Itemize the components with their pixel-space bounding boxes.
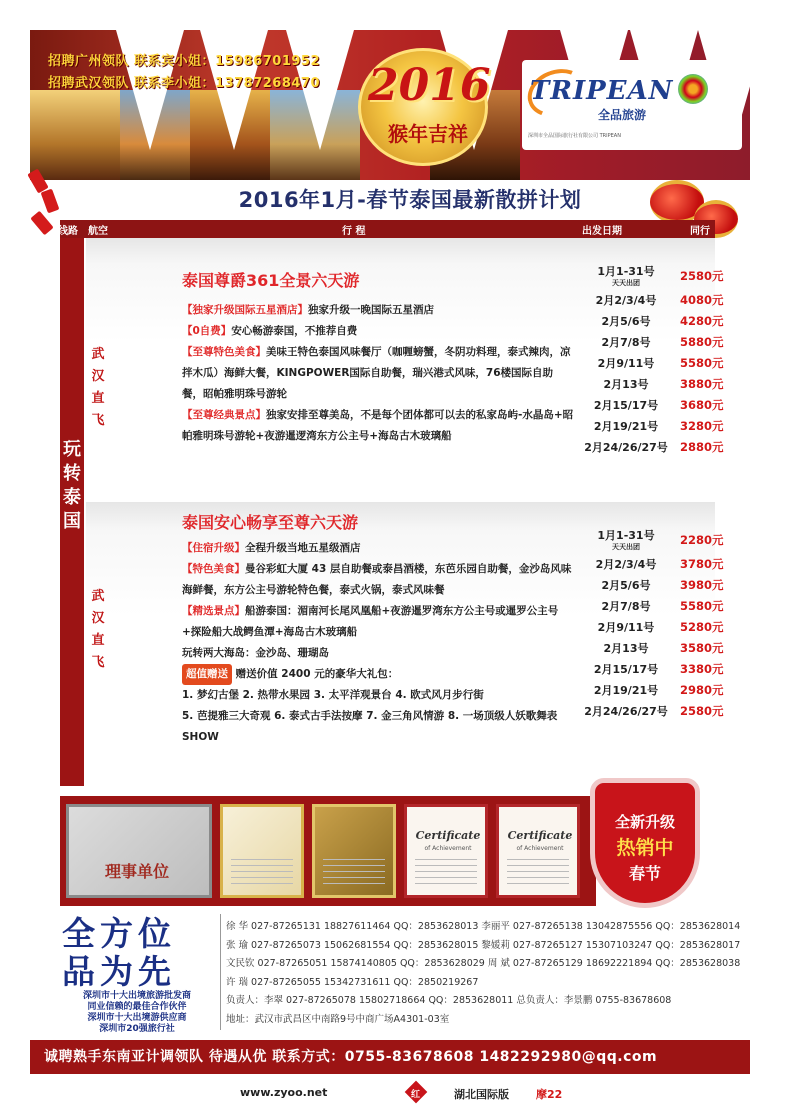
date-row: 2月13号 [603, 642, 649, 655]
desc-text: 独家安排至尊美岛，不是每个团体都可以去的私家岛屿-水晶岛+昭帕雅明珠号游轮+夜游暹逻湾东方公主号+海岛古木玻璃船 [182, 409, 574, 442]
header-banner [30, 30, 750, 180]
partner-flower-logo-icon [678, 74, 708, 104]
desc-text: 全程升级当地五星级酒店 [245, 542, 361, 554]
recruit-wuhan-text: 招聘武汉领队 联系李小姐：13787268470 [48, 76, 321, 91]
desc-tag: 【精选景点】 [182, 605, 245, 617]
price-value: 2980元 [680, 683, 724, 697]
badge-line-festival: 春节 [628, 864, 661, 883]
slogan-tagline: 深圳市十大出境游供应商 [87, 1013, 187, 1023]
slogan-line-1: 全方位 [62, 914, 176, 953]
price-value: 3880元 [680, 377, 724, 391]
contact-line: 许 瑞 027-87265055 15342731611 QQ：2850219267 [226, 976, 479, 988]
prices [680, 526, 740, 722]
price-value: 5880元 [680, 335, 724, 349]
badge-line-hot: 热销中 [616, 837, 674, 859]
desc-line [182, 643, 574, 664]
desc-text: 美味王特色泰国风味餐厅（咖喱螃蟹，冬阴功料理，泰式辣肉，凉拌木瓜）海鲜大餐，KINGPOWER国际自助餐，瑞兴港式风味，76楼国际自助餐，昭帕雅明珠号游轮 [182, 346, 571, 400]
price-value: 2880元 [680, 440, 724, 454]
desc-tag: 【独家升级国际五星酒店】 [182, 304, 308, 316]
date-row: 2月2/3/4号 [595, 294, 657, 307]
recruit-guangzhou-text: 招聘广州领队 联系宾小姐：15986701952 [48, 54, 321, 69]
daily-departure-note: 天天出团 [612, 279, 640, 287]
slogan-tagline: 深圳市20强旅行社 [99, 1024, 175, 1034]
price-value: 3580元 [680, 641, 724, 655]
divider [220, 914, 221, 1030]
slogan-tagline: 同业信赖的最佳合作伙伴 [87, 1002, 187, 1012]
desc-line [182, 321, 574, 342]
page-number: 摩22 [536, 1088, 563, 1101]
gift-items: 1. 梦幻古堡 2. 热带水果园 3. 太平洋观景台 4. 欧式风月步行街 [182, 689, 484, 701]
date-row [578, 526, 674, 554]
route-category-band [60, 238, 84, 786]
badge-line-upgrade: 全新升级 [614, 813, 675, 831]
date-row: 2月7/8号 [601, 336, 651, 349]
contact-line: 张 瑜 027-87265073 15062681554 QQ：2853628015 黎媛莉 027-87265127 15307103247 QQ：2853628017 [226, 939, 741, 951]
date-row: 2月19/21号 [593, 684, 659, 697]
website-link[interactable]: www.zyoo.net [240, 1086, 328, 1099]
date-row: 2月15/17号 [593, 399, 659, 412]
contact-line: 负责人：李翠 027-87265078 15802718664 QQ：2853628011 总负责人：李景鹏 0755-83678608 [226, 995, 672, 1007]
date-row: 2月9/11号 [597, 621, 655, 634]
slogan-tagline: 深圳市十大出境旅游批发商 [82, 991, 191, 1001]
price-value: 5580元 [680, 599, 724, 613]
departure-dates [578, 526, 674, 722]
desc-text: 船游泰国：湄南河长尾风凰船+夜游暹罗湾东方公主号或暹罗公主号+探险船大战鳄鱼潭+海岛古木玻璃船 [182, 605, 559, 638]
hot-sale-badge [590, 778, 700, 908]
publication-footer [240, 1082, 580, 1104]
product-description [182, 538, 574, 748]
year-greeting: 猴年吉祥 [388, 122, 468, 146]
date-row: 2月13号 [603, 378, 649, 391]
departure-dates [578, 262, 674, 458]
firecracker-icon [41, 189, 60, 214]
header-airline: 航空 [88, 226, 108, 237]
gift-line [182, 664, 574, 685]
contact-line: 徐 华 027-87265131 18827611464 QQ：2853628013 李丽平 027-87265138 13042875556 QQ：2853628014 [226, 921, 741, 932]
product-title: 泰国安心畅享至尊六天游 [182, 513, 359, 532]
product-description [182, 300, 574, 447]
daily-departure-note: 天天出团 [612, 543, 640, 551]
brand-diamond-label: 红 [411, 1090, 421, 1100]
price-value: 4080元 [680, 293, 724, 307]
certificate-image [312, 804, 396, 898]
price-value: 2280元 [680, 533, 724, 547]
header-route: 线路 [58, 226, 78, 237]
date-row: 2月24/26/27号 [584, 441, 668, 454]
table-header-row [60, 220, 715, 238]
date-row: 2月19/21号 [593, 420, 659, 433]
gift-items: 5. 芭提雅三大奇观 6. 泰式古手法按摩 7. 金三角风情游 8. 一场顶级人妖歌舞表 SHOW [182, 710, 558, 743]
desc-text: 玩转两大海岛：金沙岛、珊瑚岛 [182, 647, 329, 659]
date-value: 1月1-31号 [597, 529, 655, 542]
airline-label: 武汉直飞 [91, 589, 105, 670]
route-category-label: 玩转泰国 [63, 439, 81, 532]
date-value: 1月1-31号 [597, 265, 655, 278]
desc-line [182, 342, 574, 405]
certificate-subtitle: of Achievement [516, 845, 564, 852]
recruitment-footer-bar: 诚聘熟手东南亚计调领队 待遇从优 联系方式：0755-83678608 1482292980@qq.com [30, 1040, 750, 1074]
certificate-image [496, 804, 580, 898]
year-number: 2016 [368, 60, 491, 111]
desc-text: 独家升级一晚国际五星酒店 [308, 304, 434, 316]
price-value: 3680元 [680, 398, 724, 412]
desc-text: 曼谷彩虹大厦 43 层自助餐或泰昌酒楼，东芭乐园自助餐，金沙岛风味海鲜餐，东方公主号游轮特色餐，泰式火锅，泰式风味餐 [182, 563, 572, 596]
certificate-image [66, 804, 212, 898]
gift-badge: 超值赠送 [182, 664, 232, 685]
desc-line [182, 601, 574, 643]
date-row: 2月9/11号 [597, 357, 655, 370]
desc-line [182, 300, 574, 321]
temple-photo [30, 90, 120, 180]
desc-line [182, 538, 574, 559]
page-title [100, 180, 720, 220]
date-row [578, 262, 674, 290]
desc-line [182, 405, 574, 447]
date-row: 2月7/8号 [601, 600, 651, 613]
desc-tag: 【至尊经典景点】 [182, 409, 266, 421]
desc-tag: 【至尊特色美食】 [182, 346, 266, 358]
price-value: 2580元 [680, 704, 724, 718]
gift-text: 赠送价值 2400 元的豪华大礼包： [235, 668, 399, 680]
date-row: 2月15/17号 [593, 663, 659, 676]
product-title: 泰国尊爵361全景六天游 [182, 271, 360, 290]
certificate-lines [231, 859, 293, 889]
company-logo-english: TRIPEAN [530, 76, 674, 106]
price-value: 4280元 [680, 314, 724, 328]
slogan-line-2: 品为先 [62, 952, 176, 991]
price-value: 5280元 [680, 620, 724, 634]
flyer-page [30, 30, 750, 1101]
address-line: 地址：武汉市武昌区中南路9号中商广场A4301-03室 [226, 1013, 450, 1025]
desc-text: 安心畅游泰国，不推荐自费 [231, 325, 358, 337]
airline-label: 武汉直飞 [91, 347, 105, 428]
edition-label: 湖北国际版 [454, 1088, 509, 1101]
contact-line: 文民钦 027-87265051 15874140805 QQ：2853628029 周 斌 027-87265129 18692221894 QQ：2853628038 [226, 958, 741, 970]
price-value: 3380元 [680, 662, 724, 676]
certificates-strip [60, 796, 596, 906]
certificate-title: Certificate [507, 829, 573, 842]
price-value: 3780元 [680, 557, 724, 571]
price-value: 3980元 [680, 578, 724, 592]
date-row: 2月5/6号 [601, 315, 651, 328]
certificate-lines [323, 859, 385, 889]
certificate-subtitle: of Achievement [424, 845, 472, 852]
prices [680, 262, 740, 458]
header-price: 同行 [690, 226, 710, 237]
header-departure: 出发日期 [582, 226, 622, 237]
desc-line [182, 559, 574, 601]
certificate-title: 理事单位 [105, 862, 170, 881]
company-fine-print: 深圳市全品国际旅行社有限公司 TRIPEAN [528, 133, 621, 139]
price-value: 2580元 [680, 269, 724, 283]
date-row: 2月5/6号 [601, 579, 651, 592]
firecracker-icon [30, 211, 53, 236]
price-value: 3280元 [680, 419, 724, 433]
certificate-image [220, 804, 304, 898]
certificate-lines [507, 859, 569, 889]
date-row: 2月24/26/27号 [584, 705, 668, 718]
date-row: 2月2/3/4号 [595, 558, 657, 571]
certificate-image [404, 804, 488, 898]
desc-tag: 【0自费】 [182, 325, 232, 337]
desc-tag: 【住宿升级】 [182, 542, 245, 554]
desc-tag: 【特色美食】 [182, 563, 245, 575]
company-logo-chinese: 全品旅游 [598, 108, 647, 122]
page-title-text: 2016年1月-春节泰国最新散拼计划 [238, 188, 582, 212]
price-value: 5580元 [680, 356, 724, 370]
contact-list [226, 918, 746, 1030]
header-itinerary: 行 程 [342, 226, 366, 237]
certificate-lines [415, 859, 477, 889]
certificate-title: Certificate [415, 829, 481, 842]
